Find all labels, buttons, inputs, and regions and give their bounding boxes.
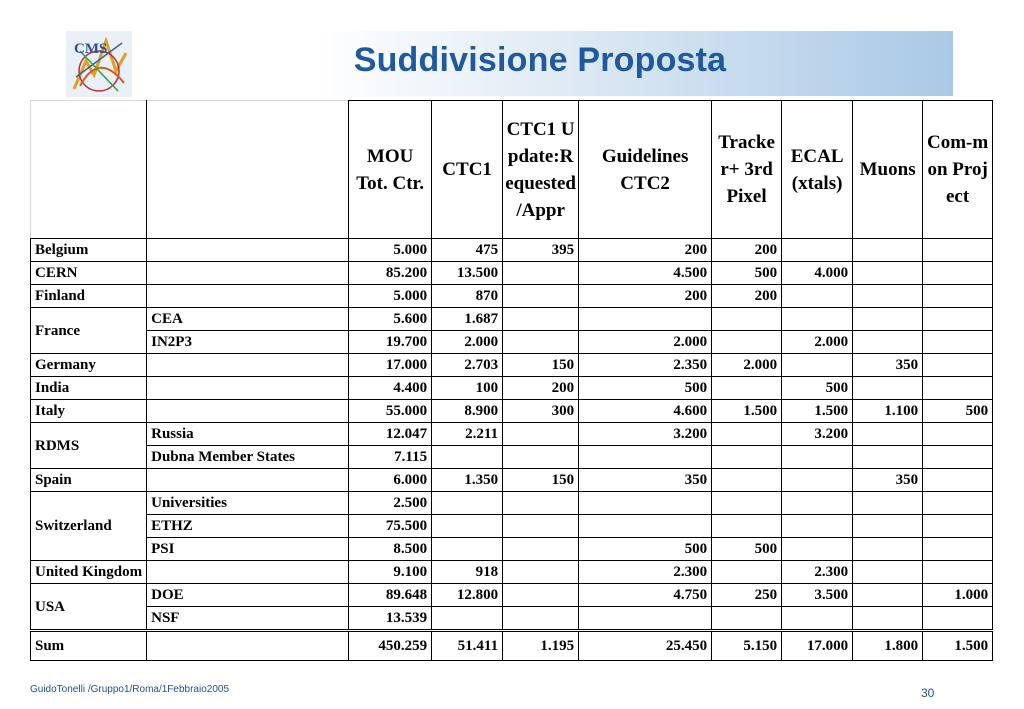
muons-cell (853, 285, 923, 308)
common-cell (923, 285, 993, 308)
subunit-cell: Universities (147, 492, 349, 515)
mou-cell: 4.400 (349, 377, 432, 400)
ctc1-cell: 2.703 (432, 354, 503, 377)
common-cell (923, 538, 993, 561)
mou-cell: 55.000 (349, 400, 432, 423)
tracker-cell (712, 308, 782, 331)
tracker-cell: 2.000 (712, 354, 782, 377)
muons-cell: 350 (853, 469, 923, 492)
header-common: Com-mon Project (923, 101, 993, 239)
common-cell (923, 377, 993, 400)
ecal-cell: 2.300 (782, 561, 853, 584)
allocation-table (30, 100, 993, 661)
common-cell: 500 (923, 400, 993, 423)
tracker-cell: 500 (712, 262, 782, 285)
cms-logo-icon (66, 31, 132, 97)
tracker-cell: 1.500 (712, 400, 782, 423)
muons-cell: 350 (853, 354, 923, 377)
ecal-cell (782, 285, 853, 308)
country-cell: France (31, 308, 147, 354)
ctc1-update-cell (503, 515, 579, 538)
tracker-cell (712, 377, 782, 400)
common-cell (923, 331, 993, 354)
ecal-cell (782, 607, 853, 631)
subunit-cell (147, 285, 349, 308)
country-cell: Italy (31, 400, 147, 423)
muons-cell (853, 515, 923, 538)
subunit-cell: DOE (147, 584, 349, 607)
ctc1-cell: 870 (432, 285, 503, 308)
common-cell (923, 308, 993, 331)
table-row (31, 515, 993, 538)
header-ctc1: CTC1 (432, 101, 503, 239)
muons-cell (853, 584, 923, 607)
mou-cell: 19.700 (349, 331, 432, 354)
footer-author: GuidoTonelli /Gruppo1/Roma/1Febbraio2005 (30, 684, 230, 695)
ctc1-update-cell (503, 308, 579, 331)
ctc1-cell: 475 (432, 239, 503, 262)
table-row (31, 331, 993, 354)
ctc1-update-cell: 395 (503, 239, 579, 262)
guidelines-cell: 200 (579, 239, 712, 262)
guidelines-cell: 350 (579, 469, 712, 492)
ecal-cell: 2.000 (782, 331, 853, 354)
tracker-cell (712, 331, 782, 354)
header-subunit (147, 101, 349, 239)
sum-guidelines-cell: 25.450 (579, 631, 712, 661)
sum-tracker-cell: 5.150 (712, 631, 782, 661)
ctc1-cell: 918 (432, 561, 503, 584)
mou-cell: 85.200 (349, 262, 432, 285)
header-ctc1-update: CTC1 Update:Requested /Appr (503, 101, 579, 239)
common-cell: 1.000 (923, 584, 993, 607)
guidelines-cell (579, 607, 712, 631)
common-cell (923, 515, 993, 538)
header-tracker: Tracker+ 3rd Pixel (712, 101, 782, 239)
logo-text: CMS (74, 41, 108, 57)
guidelines-cell: 500 (579, 538, 712, 561)
guidelines-cell (579, 492, 712, 515)
country-cell: United Kingdom (31, 561, 147, 584)
subunit-cell: CEA (147, 308, 349, 331)
subunit-cell (147, 354, 349, 377)
guidelines-cell: 4.750 (579, 584, 712, 607)
tracker-cell: 250 (712, 584, 782, 607)
table-row (31, 308, 993, 331)
ctc1-update-cell (503, 423, 579, 446)
subunit-cell: IN2P3 (147, 331, 349, 354)
mou-cell: 2.500 (349, 492, 432, 515)
ecal-cell: 1.500 (782, 400, 853, 423)
common-cell (923, 423, 993, 446)
ctc1-cell (432, 607, 503, 631)
common-cell (923, 446, 993, 469)
country-cell: Germany (31, 354, 147, 377)
muons-cell (853, 308, 923, 331)
muons-cell (853, 423, 923, 446)
guidelines-cell: 4.500 (579, 262, 712, 285)
muons-cell (853, 492, 923, 515)
guidelines-cell: 4.600 (579, 400, 712, 423)
table-row (31, 469, 993, 492)
ecal-cell (782, 239, 853, 262)
country-cell: Belgium (31, 239, 147, 262)
ctc1-update-cell: 200 (503, 377, 579, 400)
ecal-cell: 3.200 (782, 423, 853, 446)
common-cell (923, 239, 993, 262)
ctc1-update-cell (503, 538, 579, 561)
ctc1-cell (432, 538, 503, 561)
table-body (31, 239, 993, 661)
mou-cell: 75.500 (349, 515, 432, 538)
mou-cell: 7.115 (349, 446, 432, 469)
ctc1-update-cell: 150 (503, 469, 579, 492)
ecal-cell: 4.000 (782, 262, 853, 285)
subunit-cell (147, 262, 349, 285)
table-row (31, 446, 993, 469)
header-guidelines: Guidelines CTC2 (579, 101, 712, 239)
tracker-cell (712, 492, 782, 515)
guidelines-cell (579, 446, 712, 469)
tracker-cell (712, 423, 782, 446)
sum-common-cell: 1.500 (923, 631, 993, 661)
mou-cell: 5.000 (349, 285, 432, 308)
ctc1-cell: 13.500 (432, 262, 503, 285)
common-cell (923, 262, 993, 285)
common-cell (923, 354, 993, 377)
country-cell: RDMS (31, 423, 147, 469)
common-cell (923, 561, 993, 584)
tracker-cell: 500 (712, 538, 782, 561)
ctc1-cell (432, 515, 503, 538)
guidelines-cell: 2.300 (579, 561, 712, 584)
subunit-cell: PSI (147, 538, 349, 561)
table-header-row (31, 101, 993, 239)
muons-cell (853, 561, 923, 584)
ctc1-update-cell (503, 446, 579, 469)
table-row (31, 377, 993, 400)
mou-cell: 6.000 (349, 469, 432, 492)
slide-title: Suddivisione Proposta (353, 41, 727, 79)
muons-cell (853, 331, 923, 354)
tracker-cell: 200 (712, 285, 782, 308)
guidelines-cell (579, 515, 712, 538)
table-row (31, 285, 993, 308)
common-cell (923, 492, 993, 515)
country-cell: CERN (31, 262, 147, 285)
sum-subunit-cell (147, 631, 349, 661)
ecal-cell (782, 308, 853, 331)
ecal-cell: 500 (782, 377, 853, 400)
subunit-cell (147, 561, 349, 584)
table-row (31, 354, 993, 377)
ecal-cell (782, 446, 853, 469)
ecal-cell (782, 492, 853, 515)
ecal-cell (782, 354, 853, 377)
subunit-cell (147, 469, 349, 492)
tracker-cell (712, 515, 782, 538)
muons-cell (853, 377, 923, 400)
ctc1-cell: 100 (432, 377, 503, 400)
subunit-cell: Russia (147, 423, 349, 446)
tracker-cell (712, 469, 782, 492)
ctc1-cell: 8.900 (432, 400, 503, 423)
sum-ecal-cell: 17.000 (782, 631, 853, 661)
tracker-cell: 200 (712, 239, 782, 262)
ctc1-cell (432, 446, 503, 469)
table-row (31, 584, 993, 607)
country-cell: India (31, 377, 147, 400)
sum-ctc1-update-cell: 1.195 (503, 631, 579, 661)
ctc1-update-cell (503, 331, 579, 354)
muons-cell (853, 446, 923, 469)
mou-cell: 8.500 (349, 538, 432, 561)
ecal-cell (782, 538, 853, 561)
muons-cell (853, 262, 923, 285)
guidelines-cell: 2.000 (579, 331, 712, 354)
table-row (31, 492, 993, 515)
country-cell: Spain (31, 469, 147, 492)
ctc1-update-cell: 150 (503, 354, 579, 377)
table-row (31, 607, 993, 631)
subunit-cell: ETHZ (147, 515, 349, 538)
subunit-cell: NSF (147, 607, 349, 631)
common-cell (923, 469, 993, 492)
table-row (31, 538, 993, 561)
ctc1-update-cell (503, 561, 579, 584)
subunit-cell (147, 377, 349, 400)
tracker-cell (712, 561, 782, 584)
ctc1-cell: 1.350 (432, 469, 503, 492)
header-mou: MOU Tot. Ctr. (349, 101, 432, 239)
subunit-cell (147, 400, 349, 423)
mou-cell: 12.047 (349, 423, 432, 446)
sum-mou-cell: 450.259 (349, 631, 432, 661)
ctc1-cell: 2.000 (432, 331, 503, 354)
ecal-cell (782, 515, 853, 538)
table-row (31, 262, 993, 285)
muons-cell: 1.100 (853, 400, 923, 423)
header-ecal: ECAL (xtals) (782, 101, 853, 239)
guidelines-cell (579, 308, 712, 331)
ctc1-cell: 2.211 (432, 423, 503, 446)
header-country (31, 101, 147, 239)
muons-cell (853, 538, 923, 561)
page-number: 30 (921, 686, 935, 700)
subunit-cell: Dubna Member States (147, 446, 349, 469)
tracker-cell (712, 607, 782, 631)
sum-ctc1-cell: 51.411 (432, 631, 503, 661)
ctc1-cell: 1.687 (432, 308, 503, 331)
table-row (31, 561, 993, 584)
mou-cell: 89.648 (349, 584, 432, 607)
country-cell: USA (31, 584, 147, 631)
ctc1-update-cell (503, 607, 579, 631)
mou-cell: 5.000 (349, 239, 432, 262)
common-cell (923, 607, 993, 631)
ctc1-update-cell: 300 (503, 400, 579, 423)
ctc1-update-cell (503, 285, 579, 308)
guidelines-cell: 3.200 (579, 423, 712, 446)
header-muons: Muons (853, 101, 923, 239)
sum-row (31, 631, 993, 661)
mou-cell: 13.539 (349, 607, 432, 631)
table-row (31, 239, 993, 262)
ctc1-update-cell (503, 262, 579, 285)
muons-cell (853, 607, 923, 631)
country-cell: Switzerland (31, 492, 147, 561)
ctc1-cell (432, 492, 503, 515)
allocation-table-wrapper (30, 100, 993, 661)
mou-cell: 17.000 (349, 354, 432, 377)
sum-label: Sum (31, 631, 147, 661)
ecal-cell (782, 469, 853, 492)
guidelines-cell: 200 (579, 285, 712, 308)
ecal-cell: 3.500 (782, 584, 853, 607)
tracker-cell (712, 446, 782, 469)
mou-cell: 5.600 (349, 308, 432, 331)
guidelines-cell: 500 (579, 377, 712, 400)
table-row (31, 400, 993, 423)
ctc1-update-cell (503, 492, 579, 515)
ctc1-update-cell (503, 584, 579, 607)
country-cell: Finland (31, 285, 147, 308)
subunit-cell (147, 239, 349, 262)
sum-muons-cell: 1.800 (853, 631, 923, 661)
mou-cell: 9.100 (349, 561, 432, 584)
ctc1-cell: 12.800 (432, 584, 503, 607)
table-row (31, 423, 993, 446)
guidelines-cell: 2.350 (579, 354, 712, 377)
muons-cell (853, 239, 923, 262)
